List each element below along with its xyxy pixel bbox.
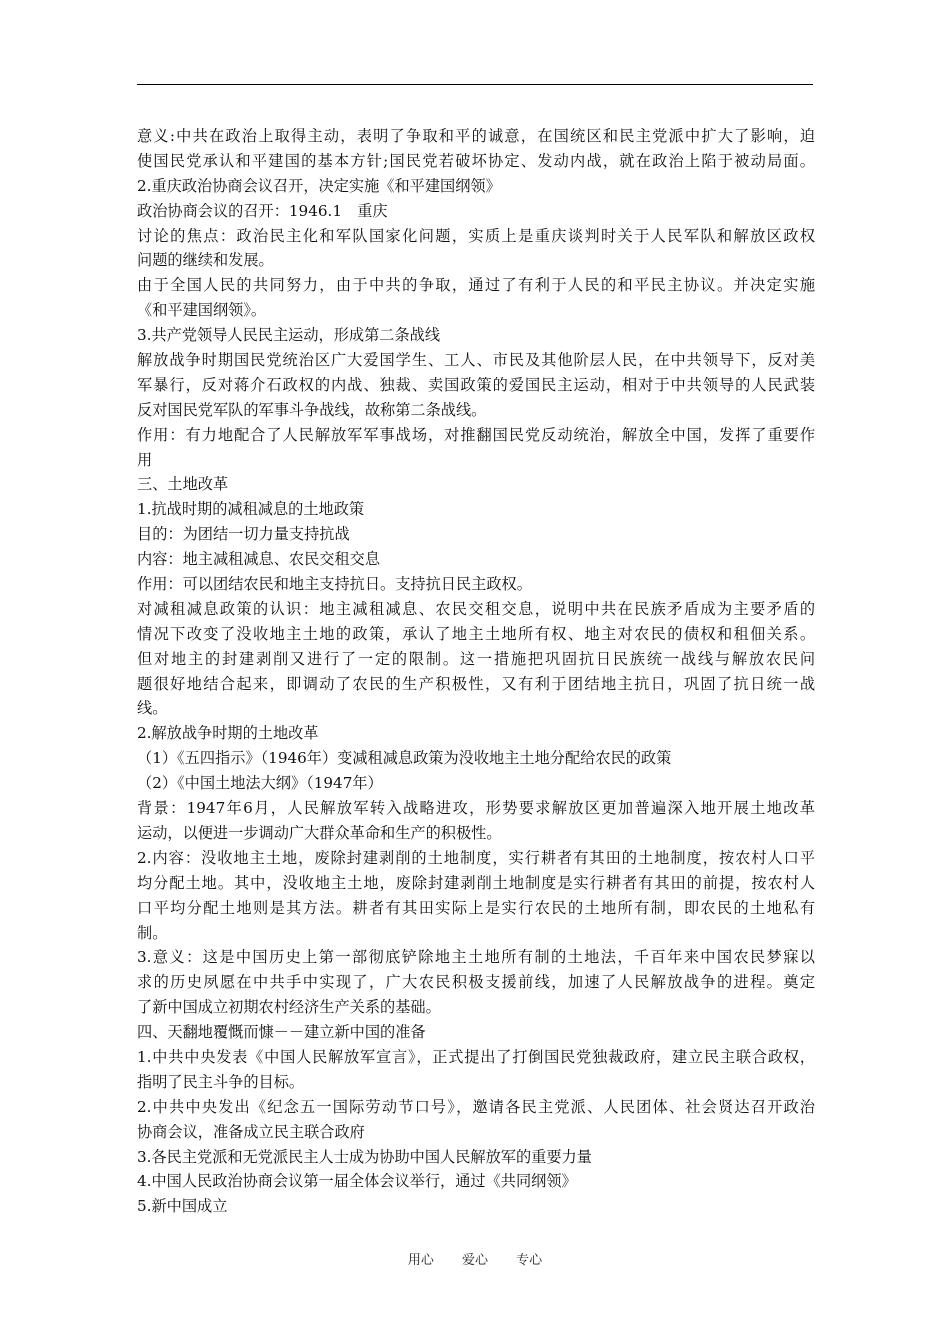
text-line: 1.抗战时期的减租减息的土地政策: [137, 500, 365, 519]
text-line: 用: [137, 450, 153, 469]
text-line: 目的：为团结一切力量支持抗战: [137, 525, 350, 544]
text-line: 5.新中国成立: [137, 1197, 228, 1216]
text-line: 2.解放战争时期的土地改革: [137, 724, 319, 743]
text-line: 1.中共中央发表《中国人民解放军宣言》，正式提出了打倒国民党独裁政府，建立民主联合政权，: [137, 1047, 815, 1066]
footer-motto-3: 专心: [516, 1253, 543, 1268]
text-line: 题很好地结合起来，即调动了农民的生产积极性，又有利于团结地主抗日，巩固了抗日统一战: [137, 674, 815, 693]
text-line: 口平均分配土地则是其方法。耕者有其田实际上是实行农民的土地所有制，即农民的土地私有: [137, 898, 815, 917]
text-line: 四、天翻地覆慨而慷－－建立新中国的准备: [137, 1023, 426, 1042]
text-line: （1）《五四指示》（1946年）变减租减息政策为没收地主土地分配给农民的政策: [137, 749, 672, 768]
text-line: 由于全国人民的共同努力，由于中共的争取，通过了有利于人民的和平民主协议。并决定实施: [137, 276, 815, 295]
text-line: 问题的继续和发展。: [137, 251, 274, 270]
header-rule: [137, 84, 813, 85]
text-line: 均分配土地。其中，没收地主土地，废除封建剥削土地制度是实行耕者有其田的前提，按农村人: [137, 873, 815, 892]
text-line: 情况下改变了没收地主土地的政策，承认了地主土地所有权、地主对农民的债权和租佃关系。: [137, 624, 815, 643]
text-line: 作用：有力地配合了人民解放军军事战场，对推翻国民党反动统治，解放全中国，发挥了重要作: [137, 425, 815, 444]
page-footer: [0, 1249, 950, 1268]
text-line: 3.共产党领导人民民主运动，形成第二条战线: [137, 326, 441, 345]
text-line: 军暴行，反对蒋介石政权的内战、独裁、卖国政策的爱国民主运动，相对于中共领导的人民武装: [137, 375, 815, 394]
text-line: 指明了民主斗争的目标。: [137, 1072, 305, 1091]
text-line: 解放战争时期国民党统治区广大爱国学生、工人、市民及其他阶层人民，在中共领导下，反对美: [137, 351, 815, 370]
text-line: 意义:中共在政治上取得主动，表明了争取和平的诚意，在国统区和民主党派中扩大了影响，迫: [137, 127, 815, 145]
text-line: 4.中国人民政治协商会议第一届全体会议举行，通过《共同纲领》: [137, 1172, 577, 1191]
text-line: 背景：1947年6月，人民解放军转入战略进攻，形势要求解放区更加普遍深入地开展土地改革: [137, 799, 815, 818]
text-line: 2.内容：没收地主土地，废除封建剥削的土地制度，实行耕者有其田的土地制度，按农村人口平: [137, 848, 815, 867]
text-line: 内容：地主减租减息、农民交租交息: [137, 550, 380, 569]
text-line: 运动，以便进一步调动广大群众革命和生产的积极性。: [137, 823, 502, 842]
text-line: 3.意义：这是中国历史上第一部彻底铲除地主土地所有制的土地法，千百年来中国农民梦寐以: [137, 948, 815, 967]
text-line: 对减租减息政策的认识：地主减租减息、农民交租交息，说明中共在民族矛盾成为主要矛盾的: [137, 599, 815, 618]
text-line: 政治协商会议的召开：1946.1 重庆: [137, 201, 388, 220]
text-line: 《和平建国纲领》。: [137, 301, 267, 320]
text-line: 制。: [137, 923, 168, 942]
text-line: 三、土地改革: [137, 475, 229, 494]
text-line: 协商会议，准备成立民主联合政府: [137, 1122, 365, 1141]
text-line: 使国民党承认和平建国的基本方针;国民党若破坏协定、发动内战，就在政治上陷于被动局面。: [137, 151, 815, 170]
text-line: 线。: [137, 699, 168, 718]
text-line: （2）《中国土地法大纲》（1947年）: [137, 774, 383, 793]
footer-motto-1: 用心: [407, 1253, 434, 1268]
text-line: 2.中共中央发出《纪念五一国际劳动节口号》，邀请各民主党派、人民团体、社会贤达召开政治: [137, 1097, 815, 1116]
text-line: 但对地主的封建剥削又进行了一定的限制。这一措施把巩固抗日民族统一战线与解放农民问: [137, 649, 815, 668]
text-line: 作用：可以团结农民和地主支持抗日。支持抗日民主政权。: [137, 575, 532, 594]
footer-motto-2: 爱心: [461, 1253, 488, 1268]
document-body: [137, 124, 817, 1219]
text-line: 3.各民主党派和无党派民主人士成为协助中国人民解放军的重要力量: [137, 1147, 592, 1166]
text-line: 2.重庆政治协商会议召开，决定实施《和平建国纲领》: [137, 176, 501, 195]
text-line: 反对国民党军队的军事斗争战线，故称第二条战线。: [137, 400, 487, 419]
text-line: 求的历史夙愿在中共手中实现了，广大农民积极支援前线，加速了人民解放战争的进程。奠定: [137, 973, 815, 992]
text-line: 讨论的焦点：政治民主化和军队国家化问题，实质上是重庆谈判时关于人民军队和解放区政权: [137, 226, 815, 245]
text-line: 了新中国成立初期农村经济生产关系的基础。: [137, 998, 441, 1017]
